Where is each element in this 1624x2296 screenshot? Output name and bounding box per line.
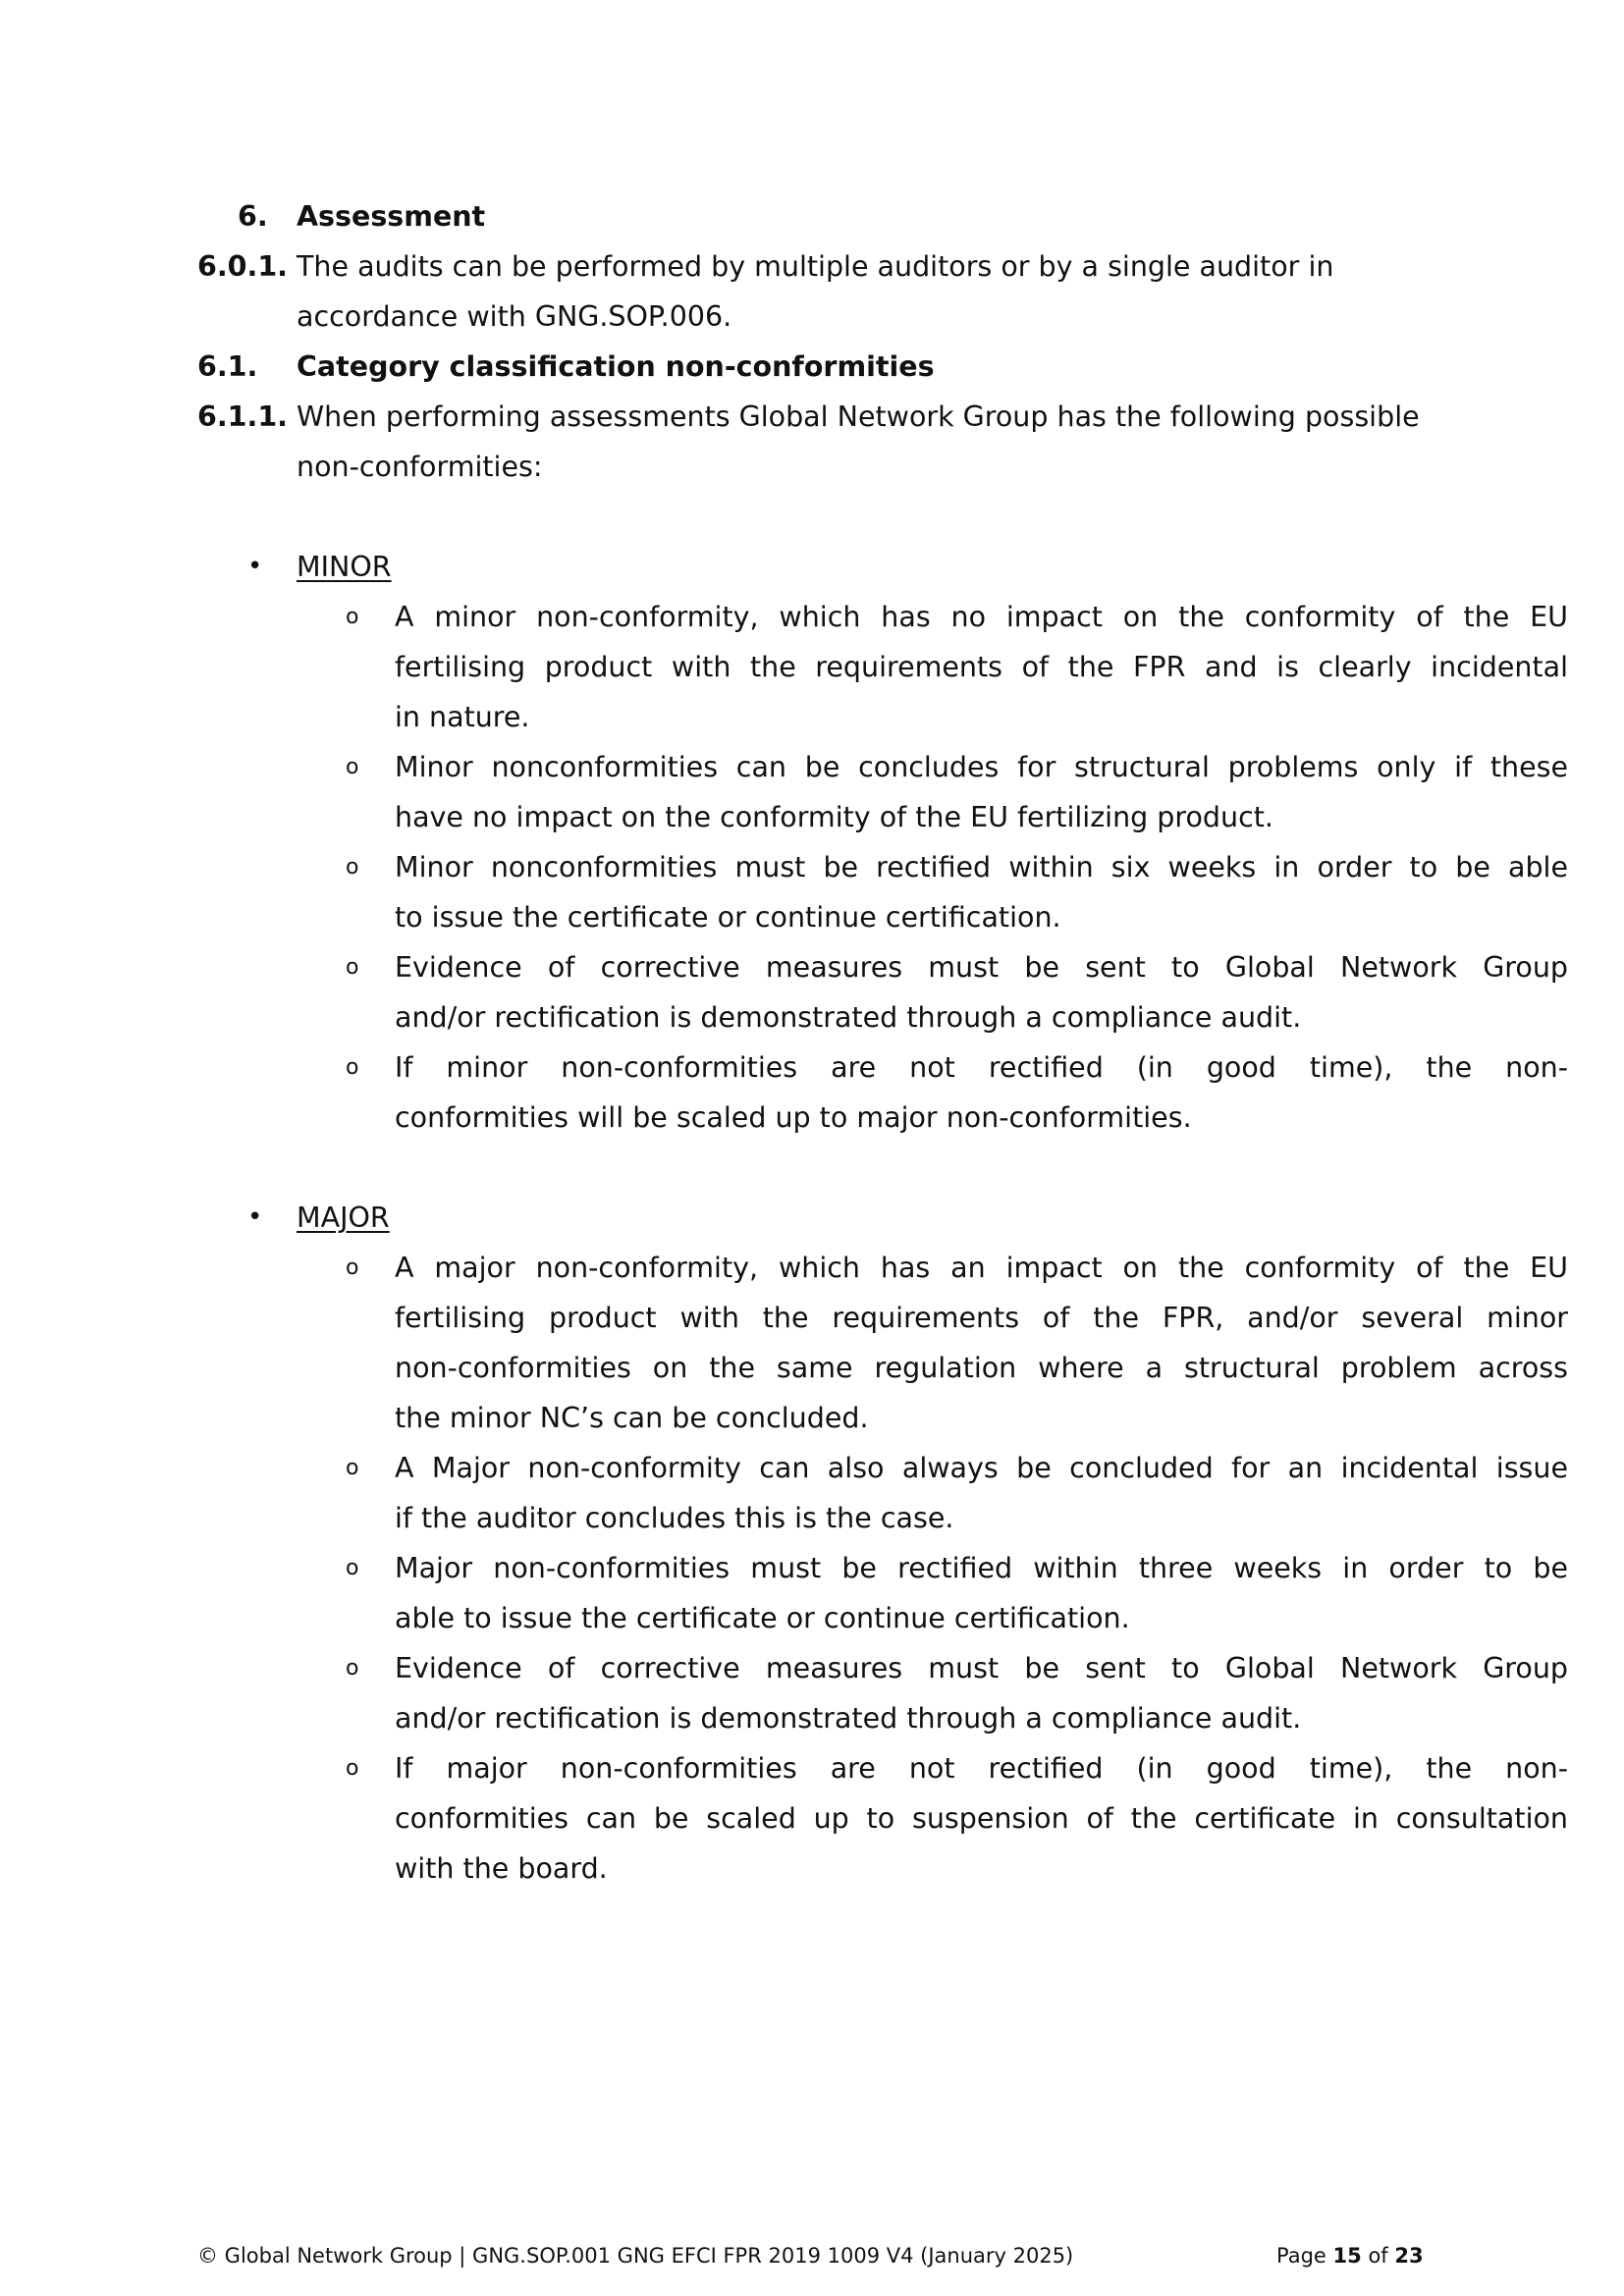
footer-page-number (1276, 2244, 1424, 2268)
list-label-major: MAJOR (297, 1201, 390, 1234)
list-item-line: A major non-conformity, which has an impact on the conformity of the EU (395, 1252, 1568, 1284)
circle-bullet-icon: o (346, 1055, 359, 1080)
list-item-line: Evidence of corrective measures must be sent to Global Network Group (395, 1652, 1568, 1684)
list-item-line: non-conformities on the same regulation where a structural problem across (395, 1352, 1568, 1384)
circle-bullet-icon: o (346, 605, 359, 629)
circle-bullet-icon: o (346, 1255, 359, 1280)
list-item-line: fertilising product with the requirements of the FPR and is clearly incidental (395, 651, 1568, 683)
list-item-line: to issue the certificate or continue certification. (395, 901, 1061, 934)
page-total: 23 (1394, 2244, 1424, 2268)
list-item-line: in nature. (395, 701, 530, 733)
bullet-icon: • (247, 552, 263, 581)
list-item-line: and/or rectification is demonstrated through a compliance audit. (395, 1702, 1302, 1735)
list-item-line: if the auditor concludes this is the case. (395, 1502, 954, 1534)
circle-bullet-icon: o (346, 1556, 359, 1580)
paragraph-number: 6.0.1. (197, 250, 288, 283)
list-item-line: Minor nonconformities can be concludes for structural problems only if these (395, 751, 1568, 783)
page-word: Page (1276, 2244, 1326, 2268)
section-number: 6.1. (197, 350, 258, 383)
list-item-line: Evidence of corrective measures must be sent to Global Network Group (395, 951, 1568, 984)
list-label-minor: MINOR (297, 551, 392, 583)
footer-copyright: © Global Network Group | GNG.SOP.001 GNG EFCI FPR 2019 1009 V4 (January 2025) (197, 2244, 1074, 2268)
list-item-line: If major non-conformities are not rectified (in good time), the non- (395, 1752, 1568, 1785)
list-item-line: Major non-conformities must be rectified within three weeks in order to be (395, 1552, 1568, 1584)
circle-bullet-icon: o (346, 1456, 359, 1480)
page-current: 15 (1332, 2244, 1362, 2268)
section-number: 6. (238, 200, 268, 233)
list-item-line: fertilising product with the requirements of the FPR, and/or several minor (395, 1302, 1568, 1334)
list-item-line: Minor nonconformities must be rectified within six weeks in order to be able (395, 851, 1568, 883)
paragraph-line: The audits can be performed by multiple auditors or by a single auditor in (297, 250, 1334, 283)
circle-bullet-icon: o (346, 1756, 359, 1781)
section-heading: Category classification non-conformities (297, 350, 935, 383)
paragraph-line: accordance with GNG.SOP.006. (297, 300, 732, 333)
paragraph-number: 6.1.1. (197, 400, 288, 433)
paragraph-line: non-conformities: (297, 451, 543, 483)
list-item-line: have no impact on the conformity of the EU fertilizing product. (395, 801, 1273, 833)
list-item-line: A Major non-conformity can also always be concluded for an incidental issue (395, 1452, 1568, 1484)
list-item-line: A minor non-conformity, which has no impact on the conformity of the EU (395, 601, 1568, 633)
circle-bullet-icon: o (346, 855, 359, 880)
list-item-line: If minor non-conformities are not rectified (in good time), the non- (395, 1051, 1568, 1084)
circle-bullet-icon: o (346, 755, 359, 779)
circle-bullet-icon: o (346, 955, 359, 980)
list-item-line: with the board. (395, 1852, 608, 1885)
list-item-line: conformities can be scaled up to suspension of the certificate in consultation (395, 1802, 1568, 1835)
list-item-line: the minor NC’s can be concluded. (395, 1402, 869, 1434)
page-of: of (1368, 2244, 1388, 2268)
section-heading: Assessment (297, 200, 486, 233)
list-item-line: conformities will be scaled up to major non-conformities. (395, 1101, 1192, 1134)
circle-bullet-icon: o (346, 1656, 359, 1681)
list-item-line: able to issue the certificate or continue certification. (395, 1602, 1130, 1634)
bullet-icon: • (247, 1202, 263, 1232)
paragraph-line: When performing assessments Global Network Group has the following possible (297, 400, 1420, 433)
list-item-line: and/or rectification is demonstrated through a compliance audit. (395, 1001, 1302, 1034)
